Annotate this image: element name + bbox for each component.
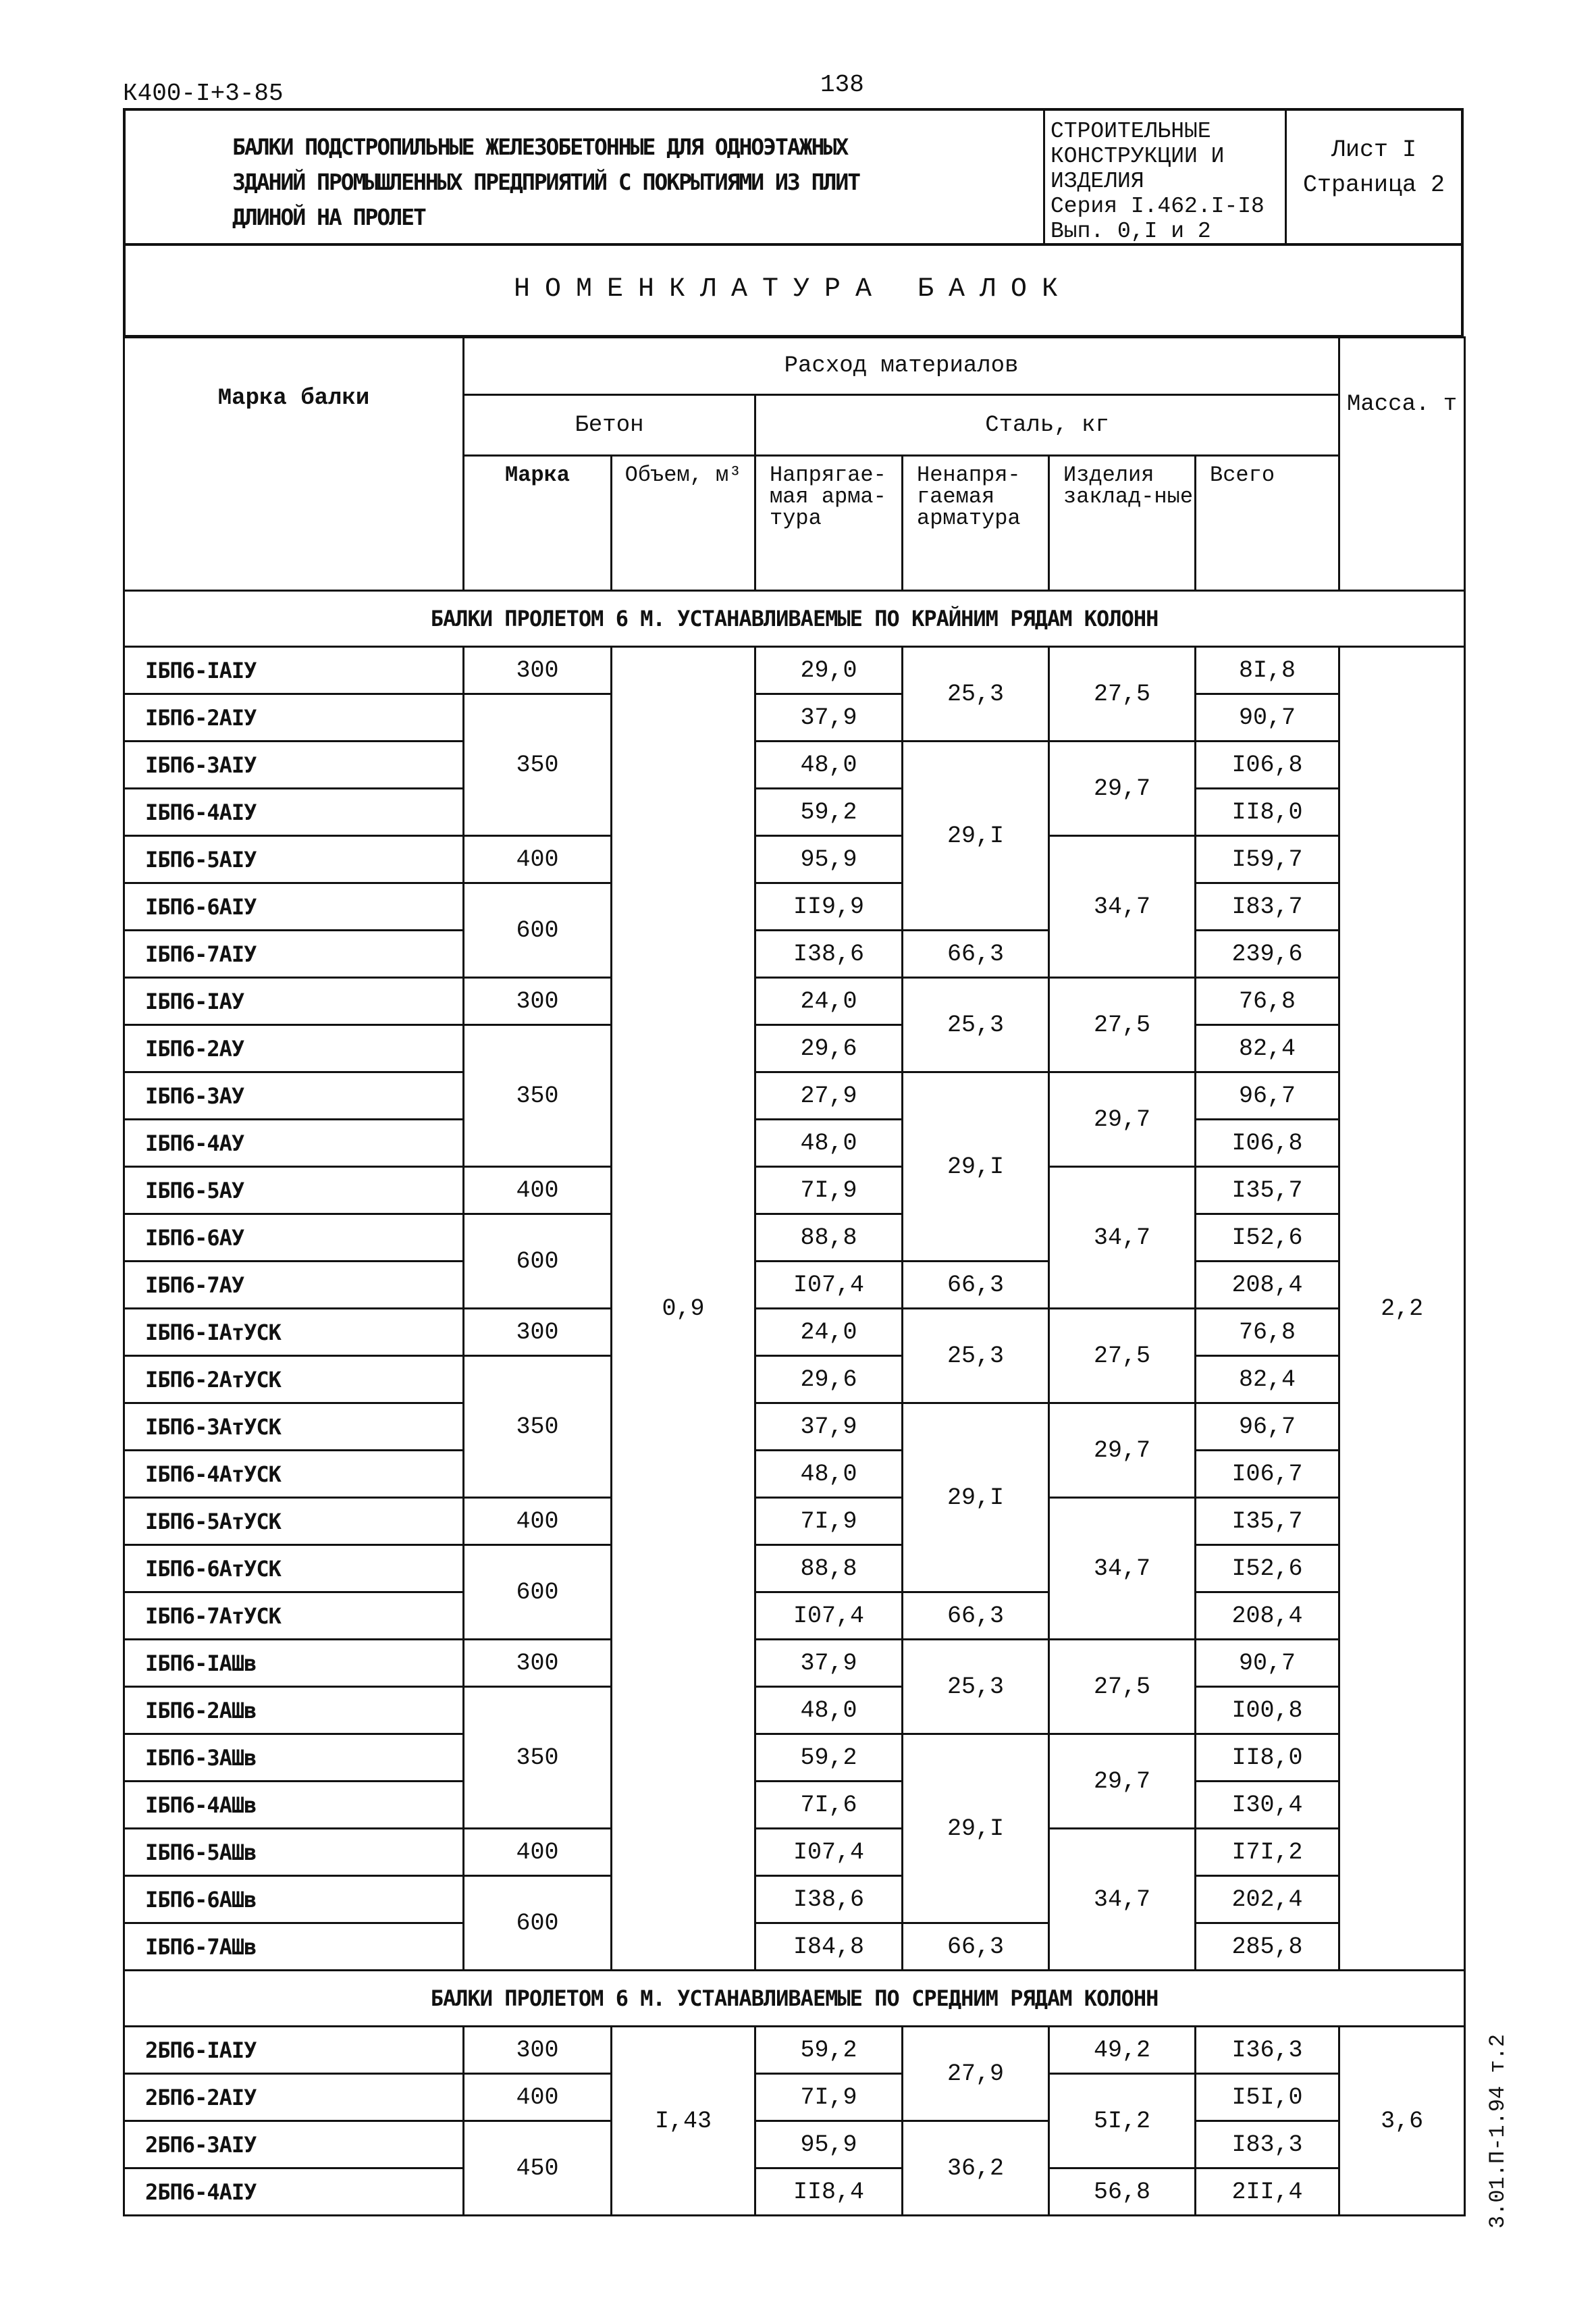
total-cell: 82,4 — [1196, 1356, 1339, 1403]
prestressed-cell: 7I,9 — [755, 1167, 903, 1214]
total-cell: 90,7 — [1196, 694, 1339, 742]
non-prestressed-cell: 66,3 — [903, 1923, 1049, 1971]
header-mass: Масса. т — [1339, 338, 1465, 591]
non-prestressed-cell: 66,3 — [903, 1592, 1049, 1640]
prestressed-cell: I07,4 — [755, 1262, 903, 1309]
beam-mark: IБП6-3АШв — [124, 1734, 464, 1782]
table-row — [124, 2121, 1465, 2168]
prestressed-cell: 7I,9 — [755, 2074, 903, 2121]
grade-cell: 450 — [464, 2121, 612, 2216]
header-total: Всего — [1196, 456, 1339, 591]
header-mark: Марка балки — [124, 338, 464, 591]
title-line: БАЛКИ ПОДСТРОПИЛЬНЫЕ ЖЕЛЕЗОБЕТОННЫЕ ДЛЯ ОДНОЭТАЖНЫХ — [232, 134, 848, 160]
header-steel: Сталь, кг — [755, 395, 1339, 456]
sheet-number: Лист I — [1331, 136, 1417, 163]
prestressed-cell: 7I,9 — [755, 1498, 903, 1545]
prestressed-cell: 24,0 — [755, 978, 903, 1025]
table-row — [124, 1545, 1465, 1592]
embedded-cell: 29,7 — [1049, 1403, 1196, 1498]
grade-cell: 300 — [464, 2027, 612, 2074]
beam-mark: IБП6-6АШв — [124, 1876, 464, 1923]
grade-cell: 400 — [464, 1167, 612, 1214]
beam-mark: 2БП6-3АIУ — [124, 2121, 464, 2168]
beam-mark: IБП6-4АIУ — [124, 789, 464, 836]
series-line: СТРОИТЕЛЬНЫЕ — [1050, 119, 1211, 144]
beam-mark: IБП6-6АтУСК — [124, 1545, 464, 1592]
embedded-cell: 5I,2 — [1049, 2074, 1196, 2168]
non-prestressed-cell: 25,3 — [903, 1640, 1049, 1734]
embedded-cell: 27,5 — [1049, 1640, 1196, 1734]
series-info — [1045, 111, 1287, 243]
prestressed-cell: II8,4 — [755, 2168, 903, 2216]
total-cell: 2II,4 — [1196, 2168, 1339, 2216]
series-line: КОНСТРУКЦИИ И — [1050, 144, 1225, 169]
title-line: ЗДАНИЙ ПРОМЫШЛЕННЫХ ПРЕДПРИЯТИЙ С ПОКРЫТИЯМИ ИЗ ПЛИТ — [232, 169, 860, 195]
total-cell: I06,7 — [1196, 1451, 1339, 1498]
beam-mark: IБП6-5АУ — [124, 1167, 464, 1214]
header-consumption: Расход материалов — [464, 338, 1339, 395]
total-cell: 8I,8 — [1196, 647, 1339, 694]
mass-cell: 3,6 — [1339, 2027, 1465, 2216]
beam-mark: IБП6-2АтУСК — [124, 1356, 464, 1403]
sheet-page: Страница 2 — [1302, 172, 1445, 199]
section-header: БАЛКИ ПРОЛЕТОМ 6 М. УСТАНАВЛИВАЕМЫЕ ПО КРАЙНИМ РЯДАМ КОЛОНН — [124, 591, 1465, 647]
beam-mark: IБП6-6АУ — [124, 1214, 464, 1262]
beam-mark: IБП6-7АУ — [124, 1262, 464, 1309]
prestressed-cell: 7I,6 — [755, 1782, 903, 1829]
document-code: К400-I+3-85 — [123, 80, 284, 107]
beam-mark: IБП6-3АIУ — [124, 742, 464, 789]
table-row — [124, 978, 1465, 1025]
non-prestressed-cell: 25,3 — [903, 978, 1049, 1072]
total-cell: I35,7 — [1196, 1498, 1339, 1545]
table-row — [124, 1876, 1465, 1923]
table-row — [124, 1829, 1465, 1876]
total-cell: I52,6 — [1196, 1214, 1339, 1262]
prestressed-cell: 37,9 — [755, 1640, 903, 1687]
total-cell: 76,8 — [1196, 978, 1339, 1025]
beam-mark: IБП6-6АIУ — [124, 883, 464, 931]
table-row — [124, 789, 1465, 836]
sheet-info — [1287, 111, 1461, 243]
prestressed-cell: I38,6 — [755, 931, 903, 978]
total-cell: I35,7 — [1196, 1167, 1339, 1214]
total-cell: II8,0 — [1196, 1734, 1339, 1782]
beam-mark: IБП6-2АIУ — [124, 694, 464, 742]
total-cell: I00,8 — [1196, 1687, 1339, 1734]
prestressed-cell: 88,8 — [755, 1545, 903, 1592]
grade-cell: 400 — [464, 1829, 612, 1876]
volume-cell: I,43 — [612, 2027, 755, 2216]
table-row — [124, 1498, 1465, 1545]
prestressed-cell: 37,9 — [755, 694, 903, 742]
beam-mark: IБП6-7АIУ — [124, 931, 464, 978]
table-row — [124, 1687, 1465, 1734]
beam-mark: IБП6-3АтУСК — [124, 1403, 464, 1451]
grade-cell: 600 — [464, 1876, 612, 1971]
beam-mark: IБП6-7АтУСК — [124, 1592, 464, 1640]
total-cell: 208,4 — [1196, 1262, 1339, 1309]
total-cell: I36,3 — [1196, 2027, 1339, 2074]
total-cell: 285,8 — [1196, 1923, 1339, 1971]
beam-mark: IБП6-3АУ — [124, 1072, 464, 1120]
prestressed-cell: I38,6 — [755, 1876, 903, 1923]
table-row — [124, 694, 1465, 742]
prestressed-cell: 59,2 — [755, 789, 903, 836]
grade-cell: 400 — [464, 1498, 612, 1545]
grade-cell: 350 — [464, 1687, 612, 1829]
prestressed-cell: 24,0 — [755, 1309, 903, 1356]
prestressed-cell: 48,0 — [755, 1120, 903, 1167]
beam-mark: 2БП6-IАIУ — [124, 2027, 464, 2074]
page-number: 138 — [820, 71, 864, 99]
non-prestressed-cell: 29,I — [903, 1734, 1049, 1923]
table-row — [124, 836, 1465, 883]
non-prestressed-cell: 27,9 — [903, 2027, 1049, 2121]
table-row — [124, 1782, 1465, 1829]
grade-cell: 400 — [464, 2074, 612, 2121]
total-cell: I06,8 — [1196, 1120, 1339, 1167]
prestressed-cell: 95,9 — [755, 2121, 903, 2168]
beam-mark: IБП6-5АтУСК — [124, 1498, 464, 1545]
prestressed-cell: 88,8 — [755, 1214, 903, 1262]
total-cell: 96,7 — [1196, 1403, 1339, 1451]
nomenclature-table — [123, 336, 1466, 2216]
beam-mark: 2БП6-2АIУ — [124, 2074, 464, 2121]
grade-cell: 300 — [464, 978, 612, 1025]
non-prestressed-cell: 25,3 — [903, 1309, 1049, 1403]
table-row — [124, 1214, 1465, 1262]
table-row — [124, 1592, 1465, 1640]
grade-cell: 300 — [464, 647, 612, 694]
embedded-cell: 49,2 — [1049, 2027, 1196, 2074]
title-block — [123, 108, 1464, 243]
non-prestressed-cell: 66,3 — [903, 1262, 1049, 1309]
beam-mark: IБП6-4АУ — [124, 1120, 464, 1167]
total-cell: I06,8 — [1196, 742, 1339, 789]
header-prestressed: Напрягае-мая арма-тура — [755, 456, 903, 591]
series-line: Серия I.462.I-I8 — [1050, 194, 1265, 219]
prestressed-cell: 37,9 — [755, 1403, 903, 1451]
embedded-cell: 29,7 — [1049, 742, 1196, 836]
total-cell: I59,7 — [1196, 836, 1339, 883]
total-cell: 90,7 — [1196, 1640, 1339, 1687]
prestressed-cell: 27,9 — [755, 1072, 903, 1120]
total-cell: 82,4 — [1196, 1025, 1339, 1072]
side-code: 3.01.П-1.94 т.2 — [1485, 2033, 1510, 2229]
embedded-cell: 27,5 — [1049, 1309, 1196, 1403]
table-row — [124, 1356, 1465, 1403]
embedded-cell: 34,7 — [1049, 836, 1196, 978]
prestressed-cell: 48,0 — [755, 1451, 903, 1498]
table-row — [124, 1167, 1465, 1214]
beam-mark: IБП6-5АШв — [124, 1829, 464, 1876]
embedded-cell: 29,7 — [1049, 1734, 1196, 1829]
grade-cell: 350 — [464, 1025, 612, 1167]
total-cell: 76,8 — [1196, 1309, 1339, 1356]
header-embedded: Изделия заклад-ные — [1049, 456, 1196, 591]
beam-mark: IБП6-IАШв — [124, 1640, 464, 1687]
embedded-cell: 29,7 — [1049, 1072, 1196, 1167]
prestressed-cell: I07,4 — [755, 1829, 903, 1876]
beam-mark: IБП6-2АШв — [124, 1687, 464, 1734]
total-cell: I30,4 — [1196, 1782, 1339, 1829]
beam-mark: IБП6-2АУ — [124, 1025, 464, 1072]
non-prestressed-cell: 25,3 — [903, 647, 1049, 742]
table-row — [124, 1025, 1465, 1072]
total-cell: I83,3 — [1196, 2121, 1339, 2168]
table-title: НОМЕНКЛАТУРА БАЛОК — [123, 243, 1464, 338]
non-prestressed-cell: 36,2 — [903, 2121, 1049, 2216]
header-non-prestressed: Ненапря-гаемая арматура — [903, 456, 1049, 591]
grade-cell: 350 — [464, 1356, 612, 1498]
embedded-cell: 56,8 — [1049, 2168, 1196, 2216]
table-row — [124, 1923, 1465, 1971]
table-row — [124, 1403, 1465, 1451]
embedded-cell: 34,7 — [1049, 1498, 1196, 1640]
table-row — [124, 883, 1465, 931]
table-row — [124, 1734, 1465, 1782]
table-row — [124, 2074, 1465, 2121]
table-row — [124, 647, 1465, 694]
total-cell: I5I,0 — [1196, 2074, 1339, 2121]
beam-mark: IБП6-4АтУСК — [124, 1451, 464, 1498]
series-line: Вып. 0,I и 2 — [1050, 219, 1211, 244]
grade-cell: 400 — [464, 836, 612, 883]
grade-cell: 600 — [464, 1545, 612, 1640]
series-line: ИЗДЕЛИЯ — [1050, 169, 1144, 194]
prestressed-cell: 29,0 — [755, 647, 903, 694]
beam-mark: IБП6-7АШв — [124, 1923, 464, 1971]
total-cell: II8,0 — [1196, 789, 1339, 836]
beam-mark: IБП6-IАIУ — [124, 647, 464, 694]
total-cell: I52,6 — [1196, 1545, 1339, 1592]
grade-cell: 300 — [464, 1309, 612, 1356]
title-line: ДЛИНОЙ НА ПРОЛЕТ — [232, 204, 425, 230]
non-prestressed-cell: 29,I — [903, 742, 1049, 931]
table-row — [124, 1072, 1465, 1120]
beam-mark: 2БП6-4АIУ — [124, 2168, 464, 2216]
prestressed-cell: 48,0 — [755, 742, 903, 789]
grade-cell: 600 — [464, 1214, 612, 1309]
table-row — [124, 1640, 1465, 1687]
table-row — [124, 2168, 1465, 2216]
header-concrete: Бетон — [464, 395, 755, 456]
total-cell: I83,7 — [1196, 883, 1339, 931]
mass-cell: 2,2 — [1339, 647, 1465, 1971]
header-volume: Объем, м³ — [612, 456, 755, 591]
prestressed-cell: 59,2 — [755, 1734, 903, 1782]
table-row — [124, 1120, 1465, 1167]
total-cell: I7I,2 — [1196, 1829, 1339, 1876]
total-cell: 208,4 — [1196, 1592, 1339, 1640]
embedded-cell: 27,5 — [1049, 978, 1196, 1072]
volume-cell: 0,9 — [612, 647, 755, 1971]
grade-cell: 300 — [464, 1640, 612, 1687]
table-row — [124, 742, 1465, 789]
prestressed-cell: I07,4 — [755, 1592, 903, 1640]
beam-mark: IБП6-IАтУСК — [124, 1309, 464, 1356]
total-cell: 96,7 — [1196, 1072, 1339, 1120]
table-row — [124, 2027, 1465, 2074]
table-row — [124, 931, 1465, 978]
table-row — [124, 1451, 1465, 1498]
prestressed-cell: II9,9 — [755, 883, 903, 931]
grade-cell: 350 — [464, 694, 612, 836]
beam-mark: IБП6-5АIУ — [124, 836, 464, 883]
non-prestressed-cell: 29,I — [903, 1072, 1049, 1262]
prestressed-cell: 29,6 — [755, 1356, 903, 1403]
prestressed-cell: 95,9 — [755, 836, 903, 883]
non-prestressed-cell: 66,3 — [903, 931, 1049, 978]
table-row — [124, 1262, 1465, 1309]
total-cell: 202,4 — [1196, 1876, 1339, 1923]
document-title — [126, 111, 1045, 243]
embedded-cell: 34,7 — [1049, 1167, 1196, 1309]
prestressed-cell: 29,6 — [755, 1025, 903, 1072]
beam-mark: IБП6-4АШв — [124, 1782, 464, 1829]
embedded-cell: 34,7 — [1049, 1829, 1196, 1971]
grade-cell: 600 — [464, 883, 612, 978]
beam-mark: IБП6-IАУ — [124, 978, 464, 1025]
prestressed-cell: 48,0 — [755, 1687, 903, 1734]
embedded-cell: 27,5 — [1049, 647, 1196, 742]
table-row — [124, 1309, 1465, 1356]
non-prestressed-cell: 29,I — [903, 1403, 1049, 1592]
prestressed-cell: I84,8 — [755, 1923, 903, 1971]
section-header: БАЛКИ ПРОЛЕТОМ 6 М. УСТАНАВЛИВАЕМЫЕ ПО СРЕДНИМ РЯДАМ КОЛОНН — [124, 1971, 1465, 2027]
header-concrete-grade: Марка — [464, 456, 612, 591]
prestressed-cell: 59,2 — [755, 2027, 903, 2074]
total-cell: 239,6 — [1196, 931, 1339, 978]
